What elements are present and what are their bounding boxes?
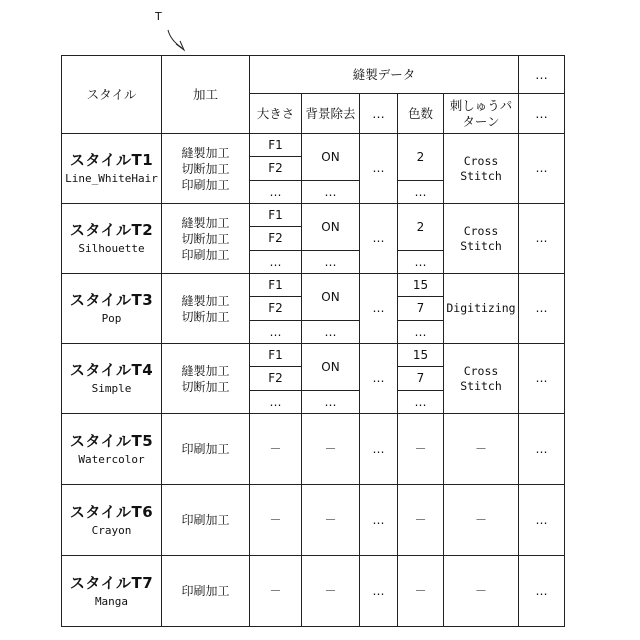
ellipsis-cell: … — [360, 134, 398, 204]
extra-cell: … — [519, 344, 565, 414]
processing-cell: 印刷加工 — [162, 414, 250, 485]
header-ellipsis: … — [360, 94, 398, 134]
processing-cell: 印刷加工 — [162, 556, 250, 627]
style-name-cell — [62, 414, 162, 485]
style-subname: Pop — [62, 312, 161, 326]
ellipsis-cell: … — [360, 204, 398, 274]
color-count-cell: … — [398, 251, 444, 274]
color-count-cell: … — [398, 391, 444, 414]
header-bg-removal: 背景除去 — [302, 94, 360, 134]
bg-removal-more-cell: … — [302, 321, 360, 344]
style-name-cell — [62, 485, 162, 556]
size-cell: F1 — [250, 204, 302, 227]
style-name-cell — [62, 274, 162, 344]
header-color-count: 色数 — [398, 94, 444, 134]
reference-leader-arrow — [0, 0, 640, 60]
size-cell: － — [250, 414, 302, 485]
processing-cell: 縫製加工 切断加工 印刷加工 — [162, 134, 250, 204]
extra-cell: … — [519, 134, 565, 204]
ellipsis-cell: … — [360, 414, 398, 485]
color-count-cell: 2 — [398, 134, 444, 181]
ellipsis-cell: … — [360, 344, 398, 414]
size-cell: … — [250, 321, 302, 344]
color-count-cell: … — [398, 321, 444, 344]
color-count-cell: 2 — [398, 204, 444, 251]
extra-cell: … — [519, 274, 565, 344]
style-name: スタイルT1 — [62, 151, 161, 170]
style-name-cell — [62, 134, 162, 204]
header-embroidery-data: 縫製データ — [250, 56, 519, 94]
stitch-pattern-cell: － — [444, 485, 519, 556]
bg-removal-cell: － — [302, 556, 360, 627]
bg-removal-more-cell: … — [302, 251, 360, 274]
style-name: スタイルT5 — [62, 432, 161, 451]
size-cell: F2 — [250, 227, 302, 251]
style-name: スタイルT3 — [62, 291, 161, 310]
ellipsis-cell: … — [360, 556, 398, 627]
color-count-cell: － — [398, 414, 444, 485]
bg-removal-cell: － — [302, 414, 360, 485]
stitch-pattern-cell: Cross Stitch — [444, 134, 519, 204]
bg-removal-cell: ON — [302, 344, 360, 391]
style-name: スタイルT7 — [62, 574, 161, 593]
reference-label: T — [155, 10, 162, 23]
style-name-cell — [62, 556, 162, 627]
bg-removal-cell: ON — [302, 204, 360, 251]
style-table — [61, 55, 565, 627]
style-name: スタイルT2 — [62, 221, 161, 240]
color-count-cell: 7 — [398, 367, 444, 391]
stitch-pattern-cell: Cross Stitch — [444, 204, 519, 274]
size-cell: … — [250, 391, 302, 414]
size-cell: F2 — [250, 297, 302, 321]
bg-removal-cell: － — [302, 485, 360, 556]
style-name-cell — [62, 344, 162, 414]
color-count-cell: … — [398, 181, 444, 204]
stitch-pattern-cell: Digitizing — [444, 274, 519, 344]
stitch-pattern-cell: － — [444, 556, 519, 627]
size-cell: F1 — [250, 274, 302, 297]
extra-cell: … — [519, 485, 565, 556]
size-cell: F2 — [250, 157, 302, 181]
header-stitch-pattern: 刺しゅうパターン — [444, 94, 519, 134]
extra-cell: … — [519, 414, 565, 485]
processing-cell: 縫製加工 切断加工 印刷加工 — [162, 204, 250, 274]
color-count-cell: 7 — [398, 297, 444, 321]
style-subname: Line_WhiteHair — [62, 172, 161, 186]
color-count-cell: － — [398, 485, 444, 556]
stitch-pattern-cell: － — [444, 414, 519, 485]
style-subname: Watercolor — [62, 453, 161, 467]
size-cell: F1 — [250, 344, 302, 367]
ellipsis-cell: … — [360, 485, 398, 556]
bg-removal-more-cell: … — [302, 181, 360, 204]
stitch-pattern-cell: Cross Stitch — [444, 344, 519, 414]
style-subname: Manga — [62, 595, 161, 609]
processing-cell: 縫製加工 切断加工 — [162, 344, 250, 414]
ellipsis-cell: … — [360, 274, 398, 344]
bg-removal-more-cell: … — [302, 391, 360, 414]
size-cell: － — [250, 485, 302, 556]
processing-cell: 縫製加工 切断加工 — [162, 274, 250, 344]
bg-removal-cell: ON — [302, 274, 360, 321]
size-cell: F2 — [250, 367, 302, 391]
color-count-cell: － — [398, 556, 444, 627]
header-size: 大きさ — [250, 94, 302, 134]
header-extra: … — [519, 56, 565, 94]
size-cell: － — [250, 556, 302, 627]
style-name: スタイルT6 — [62, 503, 161, 522]
style-subname: Crayon — [62, 524, 161, 538]
size-cell: … — [250, 181, 302, 204]
extra-cell: … — [519, 556, 565, 627]
processing-cell: 印刷加工 — [162, 485, 250, 556]
header-processing: 加工 — [162, 56, 250, 134]
style-name: スタイルT4 — [62, 361, 161, 380]
header-extra-2: … — [519, 94, 565, 134]
color-count-cell: 15 — [398, 344, 444, 367]
style-subname: Simple — [62, 382, 161, 396]
style-name-cell — [62, 204, 162, 274]
bg-removal-cell: ON — [302, 134, 360, 181]
size-cell: F1 — [250, 134, 302, 157]
size-cell: … — [250, 251, 302, 274]
header-style: スタイル — [62, 56, 162, 134]
color-count-cell: 15 — [398, 274, 444, 297]
style-subname: Silhouette — [62, 242, 161, 256]
extra-cell: … — [519, 204, 565, 274]
